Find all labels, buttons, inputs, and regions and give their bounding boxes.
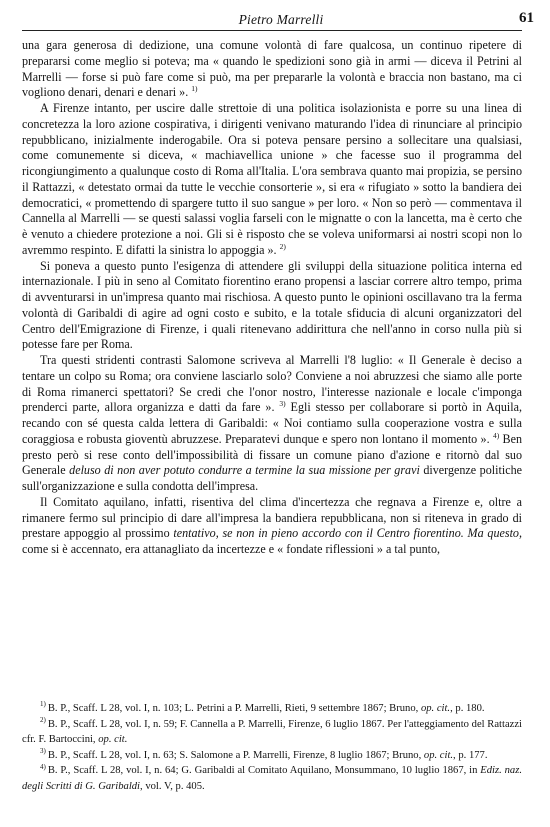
- text-run: Il Comitato aquilano, infatti, risentiva del clima d'incertezza che regnava a Firenze e, oltre a rimanere fermo sul principio di dare all'impresa la bandiera repubblicana, non si riteneva in grado di prestare appoggio al prossimo: [22, 494, 522, 541]
- page-header: [22, 6, 540, 30]
- footnote-number: 2): [40, 716, 46, 725]
- footnote-ref: 4): [492, 430, 500, 440]
- page-number: 61: [519, 10, 534, 26]
- running-head: Pietro Marrelli: [238, 12, 324, 27]
- text-run: Si poneva a questo punto l'esigenza di attendere gli sviluppi della situazione politica interna ed internazionale. I più in seno al Comitato fiorentino erano propensi a lasciar correre altro tempo, prima di avventurarsi in un'impresa quanto mai rischiosa. A questo punto le opinioni oscillavano tra la ferma volontà di Garibaldi di agire ad ogni costo e subito, e la totale sfiducia di alcuni organizzatori del Centro dell'Emigrazione di Firenze, i quali ritenevano addirittura che nell'anno in corso nulla più si potesse fare per Roma.: [22, 258, 522, 352]
- header-rule: [22, 30, 522, 31]
- footnote: [22, 763, 522, 794]
- text-run: una gara generosa di dedizione, una comune volontà di fare qualcosa, un continuo ripetere di prepararsi come meglio si poteva; ma « quando le spedizioni sono già in armi — diceva il Petrini al Marrelli — forse si può fare come si può, ma per prepararle la volontà e braccia non bastano, ma ci vogliono denari, denari e denari ».: [22, 38, 522, 100]
- text-run: , vol. V, p. 405.: [140, 780, 205, 792]
- footnote-number: 3): [40, 747, 46, 756]
- text-run: A Firenze intanto, per uscire dalle strettoie di una politica isolazionista e porre su una linea di concretezza la loro azione cospirativa, i dirigenti venivano maturando l'idea di rinunciare al principio repubblicano, inizialmente inderogabile. Ora si poteva pensare persino a sollecitare una qualsiasi, come comunemente si diceva, « machiavellica unione » che facesse suo il programma del ricongiungimento a qualunque costo di Roma all'Italia. L'ora sembrava quanto mai propizia, se persino il Rattazzi, « detestato ormai da tutte le vecchie consorterie », si era « rifugiato » sotto la bandiera dei democratici, « promettendo di spargere tutto il suo sangue » per loro. « Non so però — commentava il Cannella al Marrelli — se questi salassi voglia farseli con le mignatte o con la lancetta, ma è certo che è venuto a chiedere protezione a noi. Gli si è risposto che se voleva uniformarsi ai nostri scopi non lo avremmo respinto. E difatti la sinistra lo appoggia ».: [22, 101, 522, 257]
- paragraph: [22, 101, 522, 259]
- italic-text: deluso di non aver potuto condurre a termine la sua missione per gravi: [69, 463, 420, 478]
- text-run: Egli stesso per collaborare si portò in Aquila, recando con sé questa calda lettera di Garibaldi: « Noi contiamo sulla cooperazione vostra e sulla coraggiosa e robusta gioventù abruzzese. Preparatevi dunque e spero non lontano il momento ».: [22, 400, 523, 446]
- footnote-number: 4): [40, 762, 46, 771]
- italic-text: Ediz. naz. degli Scritti di G. Garibaldi: [22, 765, 523, 792]
- text-run: , p. 177.: [453, 749, 488, 761]
- text-run: , p. 180.: [450, 703, 485, 714]
- text-run: B. P., Scaff. L 28, vol. I, n. 64; G. Garibaldi al Comitato Aquilano, Monsummano, 10 luglio 1867, in: [47, 765, 481, 777]
- text-run: B. P., Scaff. L 28, vol. I, n. 63; S. Salomone a P. Marrelli, Firenze, 8 luglio 1867; Bruno,: [47, 749, 424, 761]
- text-run: B. P., Scaff. L 28, vol. I, n. 103; L. Petrini a P. Marrelli, Rieti, 9 settembre 1867; Bruno,: [47, 703, 421, 714]
- text-run: come si è accennato, era attanagliato da incertezze e « fondate riflessioni » a tal punto,: [22, 542, 441, 556]
- paragraph: [22, 38, 522, 101]
- paragraph: [22, 495, 522, 558]
- text-run: B. P., Scaff. L 28, vol. I, n. 59; F. Cannella a P. Marrelli, Firenze, 6 luglio 1867. Per l'atteggiamento del Rattazzi cfr. F. Bartoccini,: [22, 718, 522, 746]
- italic-text: op. cit.: [98, 734, 128, 746]
- footnote: [22, 717, 522, 748]
- italic-text: op. cit.: [420, 703, 451, 714]
- text-run: divergenze politiche sull'organizzazione e sulla condotta dell'impresa.: [22, 463, 522, 493]
- body-text: [22, 38, 522, 558]
- footnote-ref: 1): [191, 84, 198, 94]
- footnote: [22, 748, 522, 764]
- paragraph: [22, 353, 522, 495]
- footnote-ref: 2): [279, 241, 286, 251]
- footnote: [22, 701, 522, 717]
- footnotes: [22, 701, 522, 795]
- footnote-ref: 3): [279, 399, 286, 409]
- italic-text: op. cit.: [423, 749, 454, 761]
- text-run: Tra questi stridenti contrasti Salomone scriveva al Marrelli l'8 luglio: « Il Generale è deciso a tentare un colpo su Roma; ora conviene lasciarlo solo? Conviene a noi abruzzesi che siamo alle porte di Roma rimanerci spettatori? Se credi che l'onor nostro, l'interesse nazionale e locale c'imponga prenderci parte, allora organizza e datti da fare ».: [22, 353, 522, 415]
- footnote-number: 1): [40, 700, 46, 709]
- paragraph: [22, 259, 522, 354]
- text-run: Ben presto però si rese conto dell'impossibilità di fissare un comune piano d'azione e ritornò dal suo Generale: [22, 431, 522, 478]
- italic-text: tentativo, se non in pieno accordo con il Centro fiorentino. Ma questo,: [173, 526, 522, 541]
